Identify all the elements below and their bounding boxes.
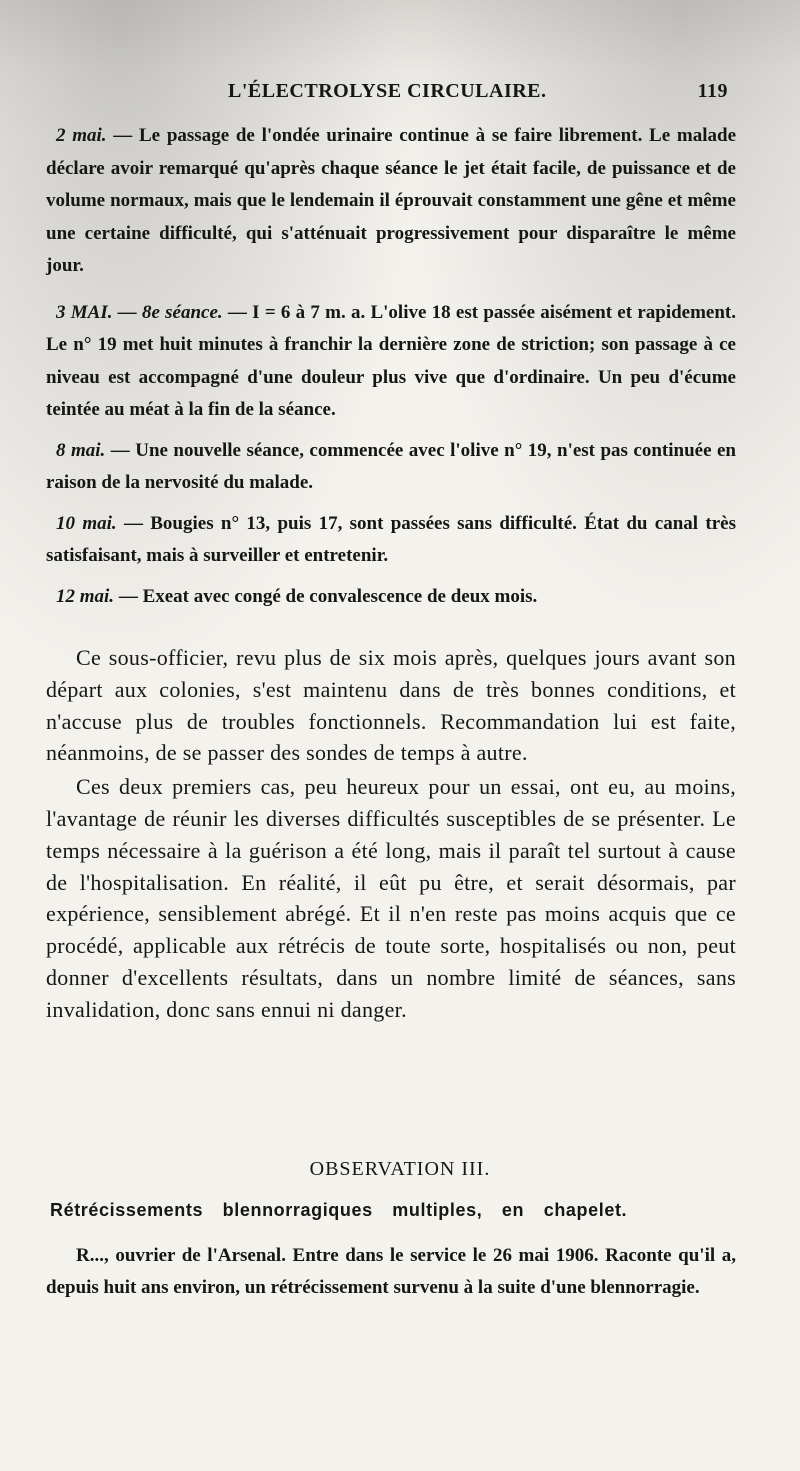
- diary-entry: [46, 435, 736, 500]
- diary-entry: [46, 581, 736, 614]
- observation-text: R..., ouvrier de l'Arsenal. Entre dans le service le 26 mai 1906. Raconte qu'il a, depuis huit ans environ, un rétrécissement survenu à la suite d'une blennorragie.: [46, 1245, 736, 1298]
- entry-text: — Exeat avec congé de convalescence de deux mois.: [114, 585, 538, 607]
- diary-entry: [46, 508, 736, 573]
- observation-subtitle: Rétrécissements blennorragiques multiples, en chapelet.: [50, 1200, 628, 1220]
- entry-text: — Une nouvelle séance, commencée avec l'olive n° 19, n'est pas continuée en raison de la nervosité du malade.: [46, 439, 736, 493]
- entry-date: 10 mai.: [56, 512, 117, 534]
- entry-text: — I = 6 à 7 m. a. L'olive 18 est passée aisément et rapidement. Le n° 19 met huit minutes à franchir la dernière zone de striction; son passage à ce niveau est accompagné d'une douleur plus vive que d'ordinaire. Un peu d'écume teintée au méat à la fin de la séance.: [46, 301, 737, 420]
- entry-date: 2 mai.: [56, 125, 107, 146]
- running-header: [228, 80, 728, 110]
- body-paragraphs: [46, 642, 736, 1026]
- entry-text: — Bougies n° 13, puis 17, sont passées sans difficulté. État du canal très satisfaisant, mais à surveiller et entretenir.: [46, 512, 736, 566]
- diary-entry: [46, 120, 736, 283]
- diary-entry: [46, 297, 736, 427]
- entry-date: 3 MAI. — 8e séance.: [56, 301, 223, 323]
- entry-date: 12 mai.: [56, 585, 115, 607]
- body-paragraph: Ces deux premiers cas, peu heureux pour un essai, ont eu, au moins, l'avantage de réunir les diverses difficultés susceptibles de se présenter. Le temps nécessaire à la guérison a été long, mais il paraît tel surtout à cause de l'hospitalisation. En réalité, il eût pu être, et serait désormais, par expérience, sensiblement abrégé. Et il n'en reste pas moins acquis que ce procédé, applicable aux rétrécis de toute sorte, hospitalisés ou non, peut donner d'excellents résultats, dans un nombre limité de séances, sans invalidation, donc sans ennui ni danger.: [46, 774, 736, 1022]
- body-paragraph: Ce sous-officier, revu plus de six mois après, quelques jours avant son départ aux colonies, s'est maintenu dans de très bonnes conditions, et n'accuse plus de troubles fonctionnels. Recommandation lui est faite, néanmoins, de se passer des sondes de temps à autre.: [46, 645, 736, 766]
- diary-entries: [46, 120, 736, 613]
- running-title: L'ÉLECTROLYSE CIRCULAIRE.: [228, 80, 547, 102]
- observation-body: [46, 1240, 736, 1304]
- entry-date: 8 mai.: [56, 439, 106, 461]
- entry-text: — Le passage de l'ondée urinaire continue à se faire librement. Le malade déclare avoir remarqué qu'après chaque séance le jet était facile, de puissance et de volume normaux, mais que le lendemain il éprouvait constamment une gêne et même une certaine difficulté, qui s'atténuait progressivement pour disparaître le même jour.: [46, 125, 736, 276]
- observation-heading: OBSERVATION III.: [309, 1158, 491, 1180]
- page-number: 119: [697, 80, 728, 102]
